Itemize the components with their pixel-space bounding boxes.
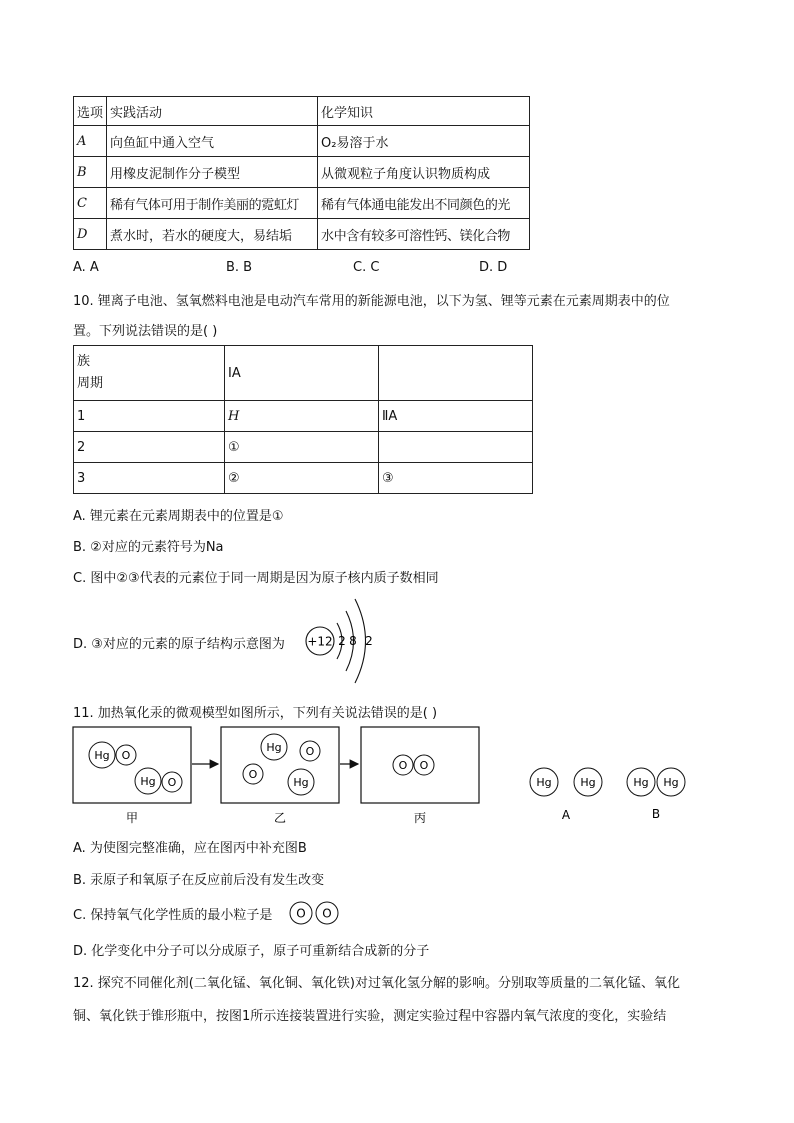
box-yi <box>221 727 339 803</box>
hg-label: Hg <box>94 749 110 762</box>
q10-option-c[interactable]: C. 图中②③代表的元素位于同一周期是因为原子核内质子数相同 <box>73 571 439 586</box>
o-label: O <box>322 906 332 921</box>
atom-shell-electrons: 2 <box>365 634 373 648</box>
q10-periodic-table <box>73 345 533 494</box>
hg-label: Hg <box>536 776 552 789</box>
q10-option-b[interactable]: B. ②对应的元素符号为Na <box>73 540 224 555</box>
q11-option-c[interactable]: C. 保持氧气化学性质的最小粒子是 <box>73 908 273 923</box>
hg-label: Hg <box>293 776 309 789</box>
q9-row-activity: 向鱼缸中通入空气 <box>107 126 318 157</box>
q12-stem-line2: 铜、氧化铁于锥形瓶中，按图1所示连接装置进行实验，测定实验过程中容器内氧气浓度的变化，实验结 <box>73 1009 667 1024</box>
hg-label: Hg <box>140 775 156 788</box>
q9-row-key: D <box>74 219 107 250</box>
q10-corner-group: 族 <box>77 354 91 369</box>
q9-row-activity: 煮水时，若水的硬度大，易结垢 <box>107 219 318 250</box>
q10-cell <box>379 432 533 463</box>
o-label: O <box>305 745 315 758</box>
box-label-jia: 甲 <box>125 811 139 825</box>
hg-label: Hg <box>580 776 596 789</box>
hg-label: Hg <box>663 776 679 789</box>
q10-stem-line1: 10. 锂离子电池、氢氧燃料电池是电动汽车常用的新能源电池，以下为氢、锂等元素在元素周期表中的位 <box>73 294 670 309</box>
choice-label-b: B <box>651 807 661 821</box>
q9-row-key: B <box>74 157 107 188</box>
o-label: O <box>398 759 408 772</box>
choice-label-a: A <box>561 808 571 822</box>
q10-option-d[interactable]: D. ③对应的元素的原子结构示意图为 <box>73 637 285 652</box>
q10-period: 3 <box>74 463 225 494</box>
q10-cell: ③ <box>379 463 533 494</box>
q10-cell: ② <box>225 463 379 494</box>
q9-row-activity: 用橡皮泥制作分子模型 <box>107 157 318 188</box>
q10-cell: ⅡA <box>379 401 533 432</box>
q9-header-option: 选项 <box>74 97 107 126</box>
q9-row-knowledge: 从微观粒子角度认识物质构成 <box>318 157 530 188</box>
q9-table <box>73 96 530 250</box>
q9-option-a[interactable]: A. A <box>73 260 99 275</box>
hg-label: Hg <box>633 776 649 789</box>
hg-label: Hg <box>266 741 282 754</box>
q11-option-a[interactable]: A. 为使图完整准确，应在图丙中补充图B <box>73 841 307 856</box>
q10-option-a[interactable]: A. 锂元素在元素周期表中的位置是① <box>73 509 284 524</box>
q10-header-col2 <box>379 346 533 401</box>
o-label: O <box>167 776 177 789</box>
q10-period: 2 <box>74 432 225 463</box>
q9-row-activity: 稀有气体可用于制作美丽的霓虹灯 <box>107 188 318 219</box>
q9-row-knowledge: 稀有气体通电能发出不同颜色的光 <box>318 188 530 219</box>
q10-stem-line2: 置。下列说法错误的是( ) <box>73 324 218 339</box>
q10-corner-period: 周期 <box>77 376 104 391</box>
q11-reaction-diagram <box>68 722 698 830</box>
q11-option-d[interactable]: D. 化学变化中分子可以分成原子，原子可重新结合成新的分子 <box>73 944 430 959</box>
q10-cell: H <box>225 401 379 432</box>
q11-option-b[interactable]: B. 汞原子和氧原子在反应前后没有发生改变 <box>73 873 325 888</box>
q10-header-col1: ⅠA <box>225 346 379 401</box>
box-label-bing: 丙 <box>413 811 427 825</box>
q9-option-d[interactable]: D. D <box>479 260 508 275</box>
o-label: O <box>248 768 258 781</box>
atom-structure-diagram <box>300 595 390 687</box>
q9-row-key: C <box>74 188 107 219</box>
q9-header-activity: 实践活动 <box>107 97 318 126</box>
q12-stem-line1: 12. 探究不同催化剂(二氧化锰、氧化铜、氧化铁)对过氧化氢分解的影响。分别取等质量的二氧化锰、氧化 <box>73 976 680 991</box>
atom-nucleus-charge: +12 <box>307 634 333 649</box>
q9-row-knowledge: 水中含有较多可溶性钙、镁化合物 <box>318 219 530 250</box>
q9-option-c[interactable]: C. C <box>353 260 380 275</box>
q10-period: 1 <box>74 401 225 432</box>
o-label: O <box>296 906 306 921</box>
oxygen-molecule-diagram <box>286 900 344 926</box>
atom-shell-electrons: 2 <box>338 634 346 648</box>
q9-row-key: A <box>74 126 107 157</box>
box-label-yi: 乙 <box>273 811 287 825</box>
atom-shell-electrons: 8 <box>349 634 357 648</box>
q11-stem: 11. 加热氧化汞的微观模型如图所示，下列有关说法错误的是( ) <box>73 706 438 721</box>
q9-row-knowledge: O₂易溶于水 <box>318 126 530 157</box>
q10-corner-cell <box>74 346 225 401</box>
o-label: O <box>121 749 131 762</box>
q9-header-knowledge: 化学知识 <box>318 97 530 126</box>
q10-cell: ① <box>225 432 379 463</box>
q9-option-b[interactable]: B. B <box>226 260 253 275</box>
o-label: O <box>419 759 429 772</box>
